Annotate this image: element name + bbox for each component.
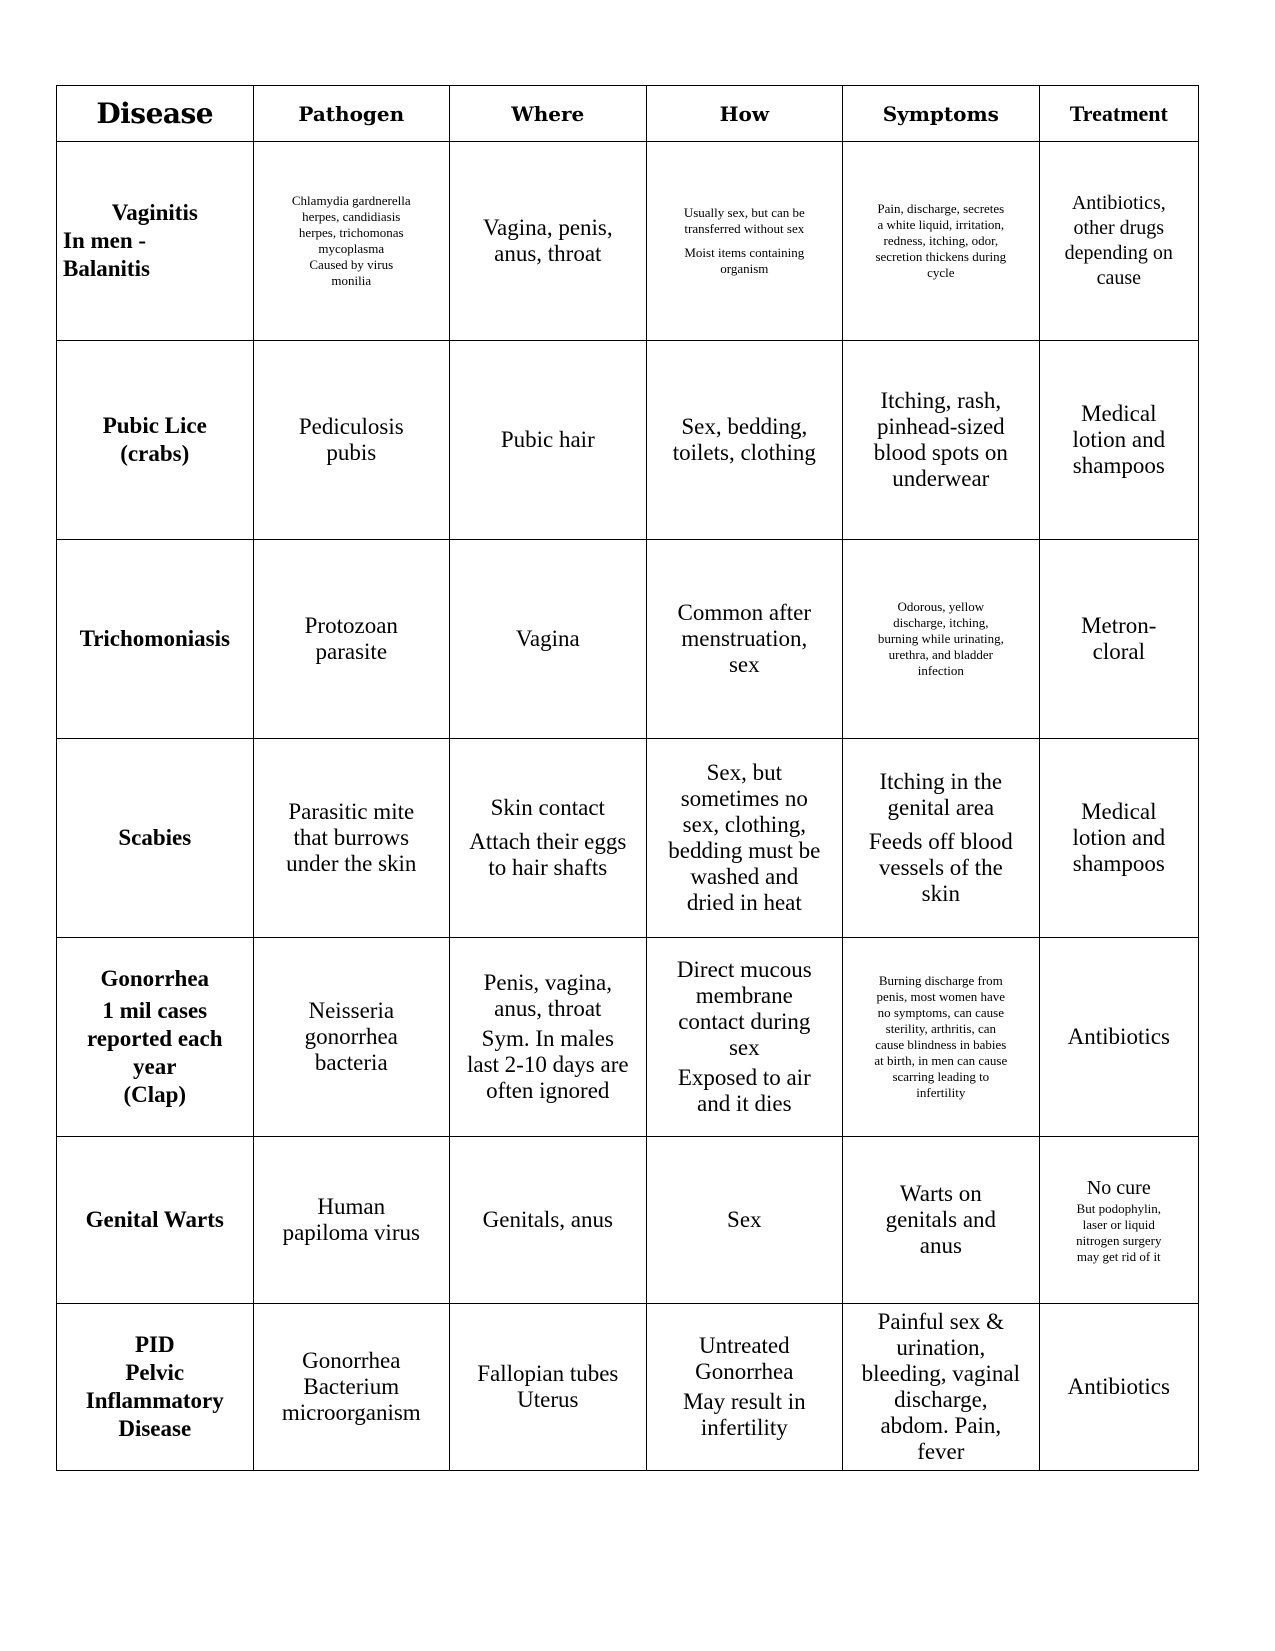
treatment-line: lotion and	[1072, 427, 1166, 452]
how-cell	[646, 1304, 843, 1471]
symptoms-line: vessels of the	[878, 855, 1003, 880]
pathogen-cell	[253, 938, 450, 1137]
disease-line: Trichomoniasis	[79, 626, 230, 651]
symptoms-line: discharge, itching,	[893, 615, 989, 630]
where-line: Skin contact	[490, 795, 605, 820]
disease-line: Disease	[118, 1416, 192, 1441]
how-cell	[646, 1137, 843, 1304]
where-cell	[450, 739, 647, 938]
symptoms-line: Feeds off blood	[868, 829, 1013, 854]
how-line: Usually sex, but can be	[683, 205, 805, 220]
where-line: Attach their eggs	[469, 829, 627, 854]
pathogen-line: Pediculosis	[298, 414, 404, 439]
treatment-line: laser or liquid	[1082, 1216, 1155, 1232]
how-line: Sex, bedding,	[681, 414, 808, 439]
symptoms-line: fever	[917, 1439, 965, 1464]
symptoms-line: pinhead-sized	[876, 414, 1005, 439]
where-line: Pubic hair	[500, 427, 595, 452]
pathogen-line: mycoplasma	[318, 241, 385, 256]
symptoms-line: skin	[921, 881, 960, 906]
pathogen-cell	[253, 142, 450, 341]
how-line: bedding must be	[668, 838, 821, 863]
symptoms-line: Pain, discharge, secretes	[877, 201, 1005, 216]
where-line: anus, throat	[494, 241, 602, 266]
table-row	[57, 1137, 1199, 1304]
symptoms-line: bleeding, vaginal	[861, 1361, 1021, 1386]
how-line: Sex, but	[706, 760, 782, 785]
disease-cell	[57, 1137, 254, 1304]
symptoms-line: discharge,	[894, 1387, 988, 1412]
pathogen-cell	[253, 739, 450, 938]
treatment-cell	[1039, 341, 1198, 540]
disease-line: Gonorrhea	[100, 966, 210, 991]
how-line: dried in heat	[686, 890, 802, 915]
how-line: menstruation,	[681, 626, 808, 651]
symptoms-cell	[843, 540, 1040, 739]
symptoms-line: Itching, rash,	[880, 388, 1002, 413]
symptoms-line: Odorous, yellow	[897, 599, 985, 614]
how-cell	[646, 739, 843, 938]
pathogen-line: monilia	[331, 273, 372, 288]
table-row	[57, 341, 1199, 540]
pathogen-line: microorganism	[281, 1400, 421, 1425]
treatment-line: Metron-	[1081, 613, 1157, 638]
symptoms-line: Itching in the	[879, 769, 1003, 794]
symptoms-line: penis, most women have	[876, 989, 1006, 1004]
how-line: May result in	[682, 1389, 806, 1414]
disease-line: Pelvic	[125, 1360, 185, 1385]
disease-line: (Clap)	[123, 1082, 187, 1107]
pathogen-line: papiloma virus	[282, 1220, 420, 1245]
where-line: Fallopian tubes	[477, 1361, 619, 1386]
how-line: Gonorrhea	[695, 1359, 794, 1384]
symptoms-line: scarring leading to	[892, 1069, 990, 1084]
how-line: Untreated	[698, 1333, 790, 1358]
header-disease: Disease	[57, 86, 254, 142]
treatment-cell	[1039, 1304, 1198, 1471]
where-line: Penis, vagina,	[483, 970, 612, 995]
disease-line: Vaginitis	[111, 200, 198, 225]
pathogen-line: Neisseria	[308, 998, 395, 1023]
disease-cell	[57, 142, 254, 341]
symptoms-line: secretion thickens during	[875, 249, 1007, 264]
std-table	[56, 85, 1199, 1471]
disease-cell	[57, 938, 254, 1137]
pathogen-line: Gonorrhea	[302, 1348, 401, 1373]
symptoms-line: cycle	[927, 265, 955, 280]
symptoms-line: urethra, and bladder	[888, 647, 993, 662]
how-cell	[646, 938, 843, 1137]
how-line: Direct mucous	[676, 957, 812, 982]
symptoms-line: urination,	[896, 1335, 986, 1360]
how-line: infertility	[700, 1415, 788, 1440]
treatment-cell	[1039, 739, 1198, 938]
disease-line: (crabs)	[120, 441, 190, 466]
disease-cell	[57, 1304, 254, 1471]
header-how: How	[646, 86, 843, 142]
treatment-line: other drugs	[1073, 217, 1165, 239]
how-cell	[646, 341, 843, 540]
symptoms-line: infertility	[916, 1085, 966, 1100]
treatment-line: Antibiotics	[1067, 1024, 1170, 1049]
symptoms-line: genital area	[887, 795, 995, 820]
pathogen-line: pubis	[326, 440, 377, 465]
pathogen-line: Human	[317, 1194, 386, 1219]
pathogen-cell	[253, 341, 450, 540]
pathogen-line: bacteria	[314, 1050, 388, 1075]
where-line: anus, throat	[494, 996, 602, 1021]
pathogen-cell	[253, 1137, 450, 1304]
treatment-line: No cure	[1086, 1176, 1151, 1199]
pathogen-line: Bacterium	[303, 1374, 400, 1399]
disease-line: In men -	[63, 228, 147, 253]
symptoms-line: anus	[919, 1233, 962, 1258]
disease-line: reported each	[86, 1026, 223, 1051]
symptoms-line: a white liquid, irritation,	[877, 217, 1005, 232]
where-cell	[450, 1304, 647, 1471]
how-line: sex	[728, 652, 760, 677]
where-cell	[450, 341, 647, 540]
symptoms-cell	[843, 1137, 1040, 1304]
treatment-cell	[1039, 1137, 1198, 1304]
treatment-line: But podophylin,	[1076, 1200, 1162, 1216]
disease-line: Balanitis	[63, 256, 150, 281]
disease-line: PID	[134, 1332, 175, 1357]
how-line: washed and	[690, 864, 799, 889]
where-cell	[450, 938, 647, 1137]
symptoms-cell	[843, 1304, 1040, 1471]
how-line: contact during	[678, 1009, 811, 1034]
pathogen-line: under the skin	[286, 851, 417, 876]
header-treatment: Treatment	[1039, 86, 1198, 142]
pathogen-line: Protozoan	[304, 613, 398, 638]
symptoms-line: blood spots on	[873, 440, 1008, 465]
how-line: organism	[720, 261, 769, 276]
treatment-line: Antibiotics	[1067, 1374, 1170, 1399]
header-row	[57, 86, 1199, 142]
pathogen-line: herpes, trichomonas	[298, 225, 404, 240]
treatment-line: nitrogen surgery	[1076, 1232, 1162, 1248]
how-line: sometimes no	[680, 786, 808, 811]
disease-cell	[57, 540, 254, 739]
treatment-line: depending on	[1064, 242, 1173, 264]
pathogen-cell	[253, 540, 450, 739]
how-line: and it dies	[697, 1091, 792, 1116]
header-where: Where	[450, 86, 647, 142]
where-line: Vagina	[515, 626, 580, 651]
treatment-line: may get rid of it	[1076, 1248, 1161, 1264]
symptoms-cell	[843, 142, 1040, 341]
how-line: Moist items containing	[684, 245, 805, 260]
disease-cell	[57, 341, 254, 540]
symptoms-cell	[843, 938, 1040, 1137]
disease-line: year	[133, 1054, 177, 1079]
symptoms-line: no symptoms, can cause	[877, 1005, 1004, 1020]
how-line: toilets, clothing	[672, 440, 816, 465]
how-cell	[646, 540, 843, 739]
table-row	[57, 540, 1199, 739]
disease-line: Scabies	[118, 825, 192, 850]
symptoms-line: redness, itching, odor,	[883, 233, 999, 248]
pathogen-line: Caused by virus	[309, 257, 394, 272]
where-line: last 2-10 days are	[466, 1052, 629, 1077]
treatment-line: Antibiotics,	[1071, 192, 1166, 214]
how-line: sex	[728, 1035, 760, 1060]
header-symptoms: Symptoms	[843, 86, 1040, 142]
how-line: Common after	[677, 600, 812, 625]
symptoms-line: cause blindness in babies	[875, 1037, 1007, 1052]
how-line: Sex	[727, 1207, 762, 1232]
where-cell	[450, 1137, 647, 1304]
table-row	[57, 1304, 1199, 1471]
treatment-cell	[1039, 142, 1198, 341]
table-row	[57, 739, 1199, 938]
pathogen-line: that burrows	[293, 825, 410, 850]
header-pathogen: Pathogen	[253, 86, 450, 142]
pathogen-line: gonorrhea	[304, 1024, 398, 1049]
disease-cell	[57, 739, 254, 938]
symptoms-line: at birth, in men can cause	[874, 1053, 1008, 1068]
treatment-line: Medical	[1081, 799, 1157, 824]
pathogen-cell	[253, 1304, 450, 1471]
treatment-line: cause	[1096, 267, 1141, 289]
where-cell	[450, 540, 647, 739]
pathogen-line: Parasitic mite	[288, 799, 415, 824]
how-line: transferred without sex	[684, 221, 805, 236]
table-row	[57, 142, 1199, 341]
treatment-cell	[1039, 938, 1198, 1137]
treatment-cell	[1039, 540, 1198, 739]
pathogen-line: Chlamydia gardnerella	[291, 193, 411, 208]
table-row	[57, 938, 1199, 1137]
symptoms-line: sterility, arthritis, can	[885, 1021, 996, 1036]
how-line: Exposed to air	[677, 1065, 811, 1090]
pathogen-line: parasite	[315, 639, 388, 664]
treatment-line: Medical	[1081, 401, 1157, 426]
treatment-line: shampoos	[1072, 851, 1165, 876]
where-line: to hair shafts	[488, 855, 608, 880]
how-cell	[646, 142, 843, 341]
symptoms-line: Warts on	[899, 1181, 982, 1206]
disease-line: 1 mil cases	[102, 998, 208, 1023]
symptoms-line: underwear	[892, 466, 990, 491]
disease-line: Inflammatory	[85, 1388, 224, 1413]
disease-line: Genital Warts	[85, 1207, 224, 1232]
treatment-line: lotion and	[1072, 825, 1166, 850]
where-line: Genitals, anus	[482, 1207, 613, 1232]
treatment-line: shampoos	[1072, 453, 1165, 478]
symptoms-line: genitals and	[885, 1207, 997, 1232]
where-line: often ignored	[486, 1078, 610, 1103]
pathogen-line: herpes, candidiasis	[302, 209, 401, 224]
where-line: Vagina, penis,	[482, 215, 613, 240]
symptoms-cell	[843, 341, 1040, 540]
where-cell	[450, 142, 647, 341]
symptoms-cell	[843, 739, 1040, 938]
symptoms-line: burning while urinating,	[877, 631, 1004, 646]
symptoms-line: Burning discharge from	[878, 973, 1003, 988]
treatment-line: cloral	[1092, 639, 1145, 664]
where-line: Sym. In males	[481, 1026, 614, 1051]
symptoms-line: Painful sex &	[877, 1309, 1005, 1334]
symptoms-line: infection	[917, 663, 964, 678]
how-line: membrane	[695, 983, 793, 1008]
symptoms-line: abdom. Pain,	[880, 1413, 1002, 1438]
disease-line: Pubic Lice	[102, 413, 207, 438]
how-line: sex, clothing,	[682, 812, 806, 837]
where-line: Uterus	[517, 1387, 579, 1412]
